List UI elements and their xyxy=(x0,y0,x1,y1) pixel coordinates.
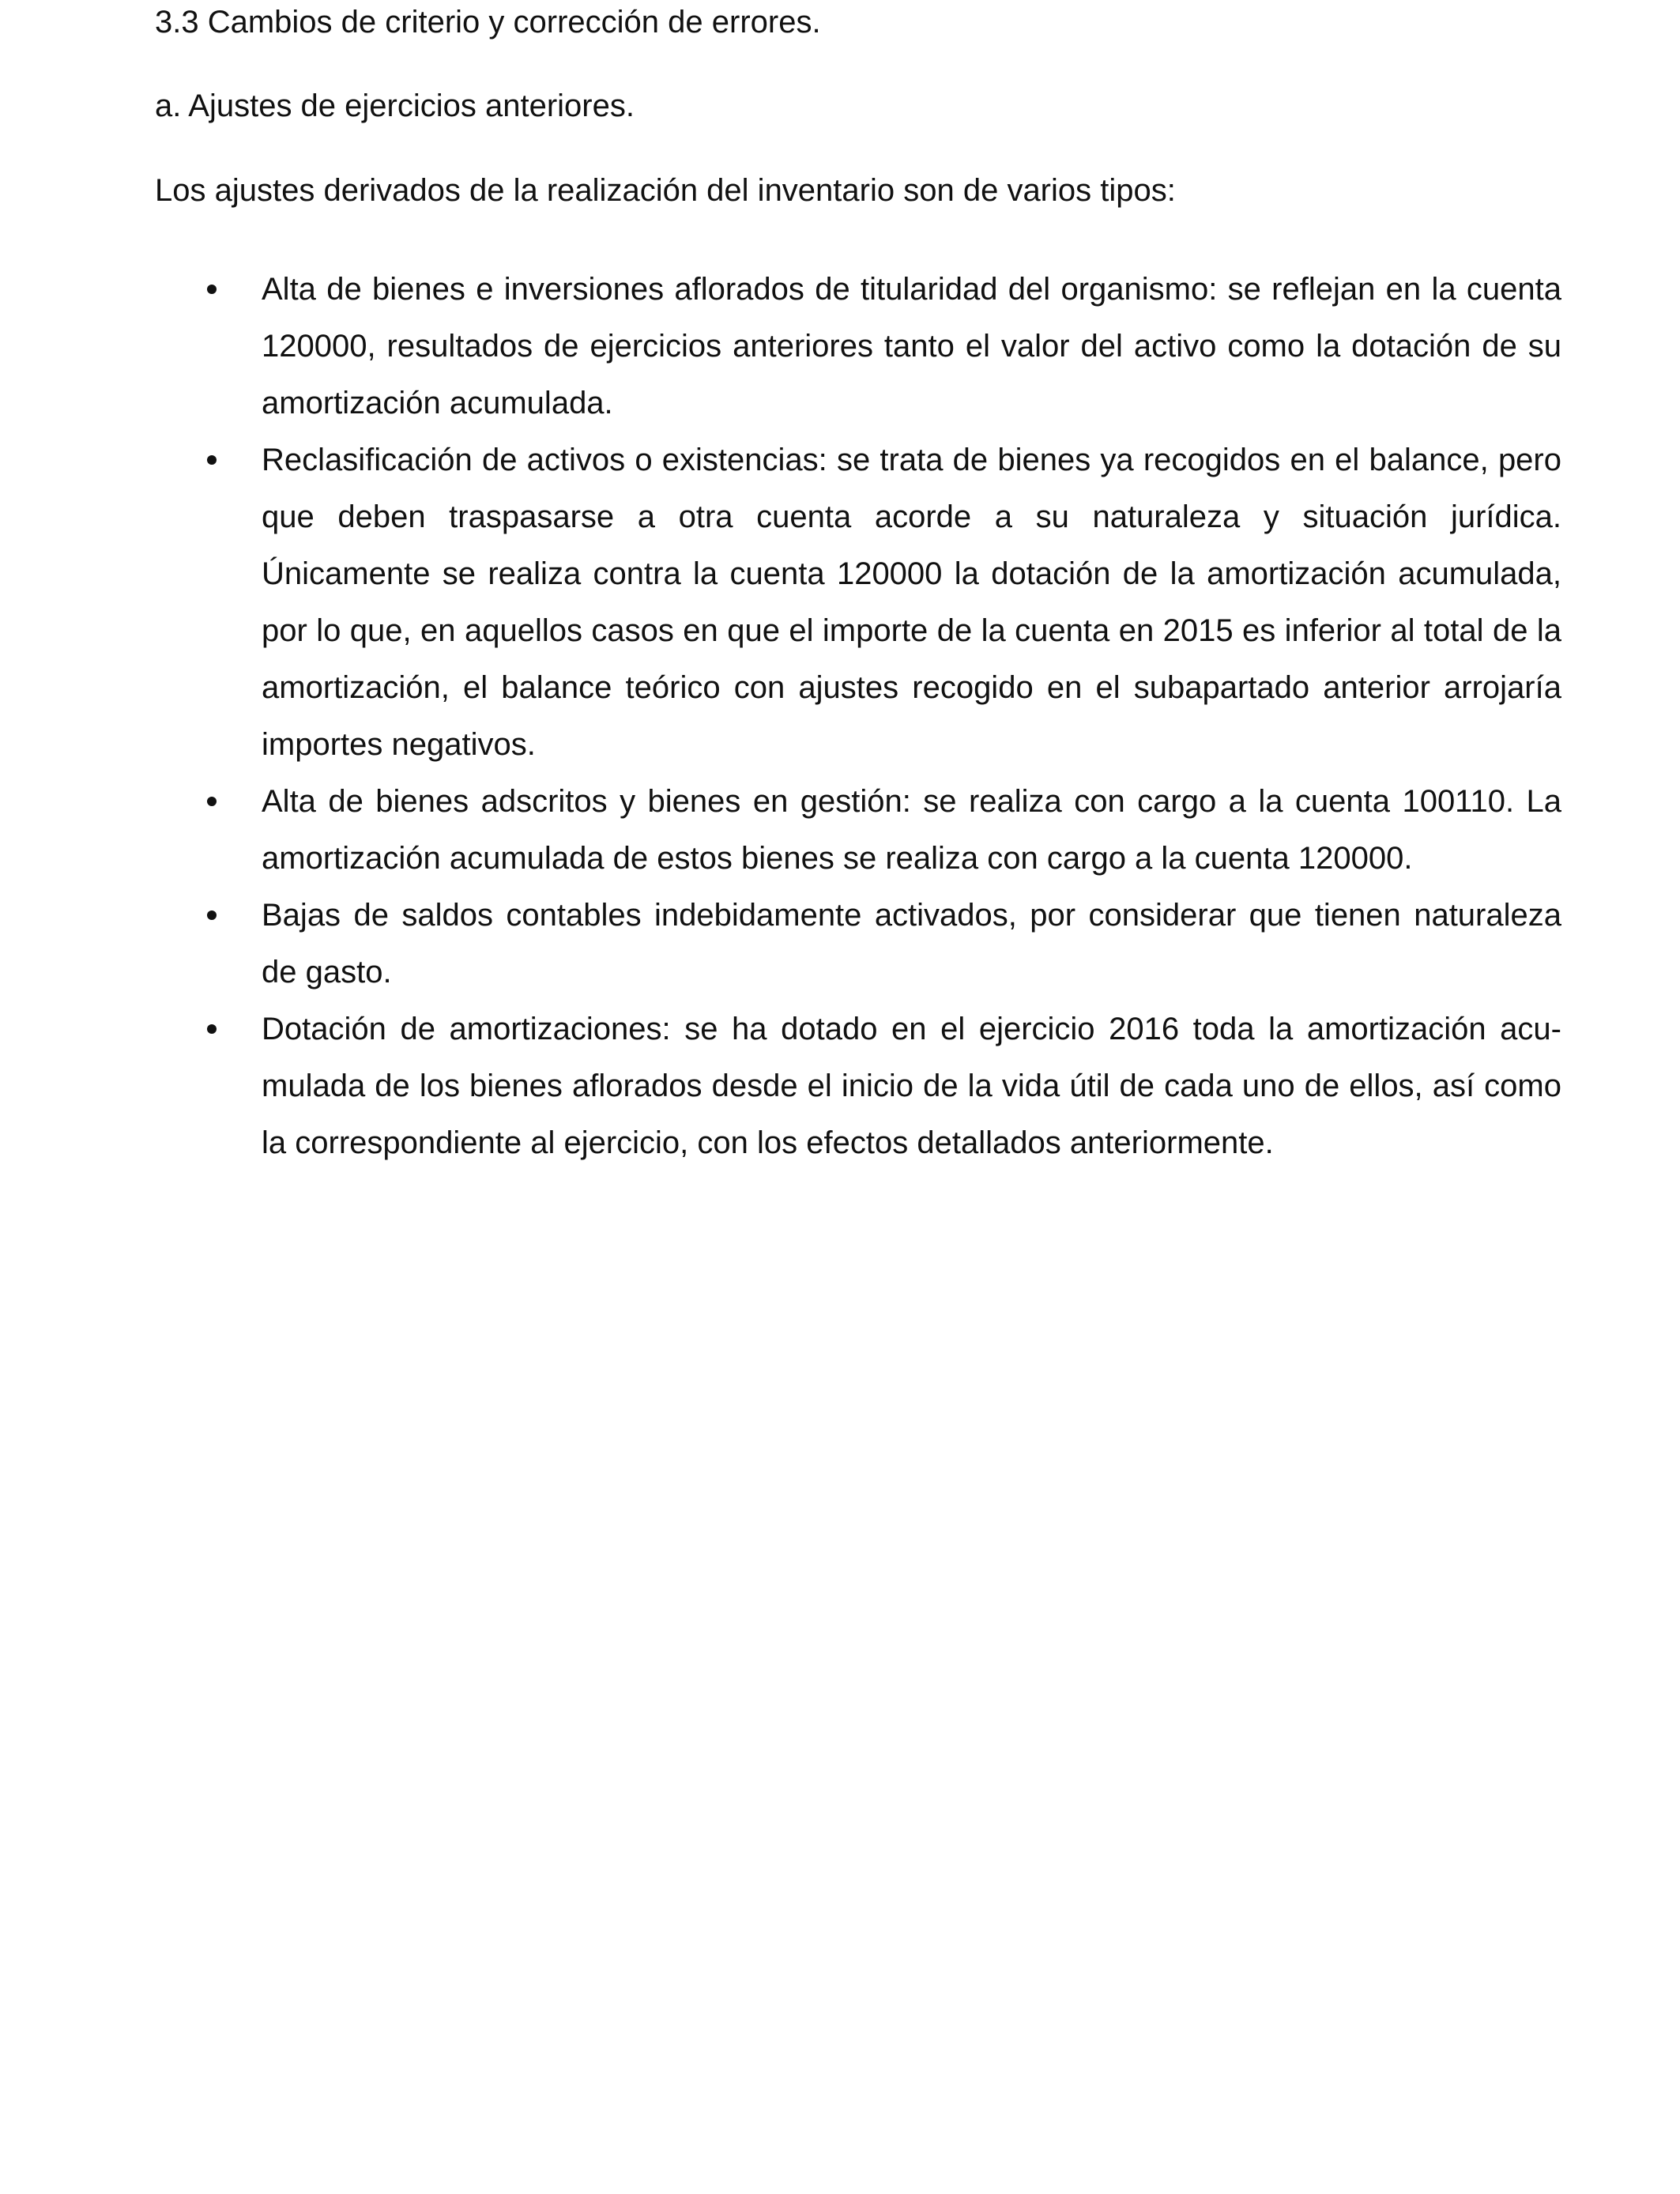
bullet-icon xyxy=(207,285,217,294)
list-item xyxy=(155,261,1561,432)
list-item-text: Reclasificación de activos o existencias: se trata de bienes ya recogidos en el balance, pero que deben traspasarse a otra cuenta acorde a su naturaleza y situación jurídica. Únicamente se realiza contra la cuenta 120000 la dotación de la amortización acumulada, por lo que, en aquellos casos en que el importe de la cuenta en 2015 es inferior al total de la amortización, el balance teórico con ajustes recogido en el subapartado anterior arrojaría importes negativos. xyxy=(262,443,1561,762)
list-item-text: Alta de bienes adscritos y bienes en gestión: se realiza con cargo a la cuenta 100110. La amortización acumulada de estos bienes se realiza con cargo a la cuenta 120000. xyxy=(262,784,1561,876)
bullet-icon xyxy=(207,1024,217,1034)
list-item-text: Alta de bienes e inversiones aflorados de titularidad del organismo: se reflejan en la cuenta 120000, resultados de ejercicios anteriores tanto el valor del activo como la dotación de su amortización acumulada. xyxy=(262,272,1561,420)
bullet-icon xyxy=(207,455,217,465)
list-item xyxy=(155,432,1561,773)
list-item-text: Dotación de amortizaciones: se ha dotado en el ejercicio 2016 toda la amortización acumulada de los bienes aflorados desde el inicio de la vida útil de cada uno de ellos, así como la correspondiente al ejercicio, con los efectos detallados anteriormente. xyxy=(262,1012,1561,1160)
intro-paragraph: Los ajustes derivados de la realización del inventario son de varios tipos: xyxy=(155,173,1176,208)
bullet-icon xyxy=(207,797,217,806)
list-item xyxy=(155,887,1561,1001)
subheading: a. Ajustes de ejercicios anteriores. xyxy=(155,89,635,123)
adjustments-list xyxy=(155,261,1561,1171)
section-heading: 3.3 Cambios de criterio y corrección de errores. xyxy=(155,5,821,40)
list-item xyxy=(155,1001,1561,1171)
list-item-text: Bajas de saldos contables indebidamente activados, por considerar que tienen naturaleza de gasto. xyxy=(262,898,1561,990)
bullet-icon xyxy=(207,910,217,920)
list-item xyxy=(155,773,1561,887)
